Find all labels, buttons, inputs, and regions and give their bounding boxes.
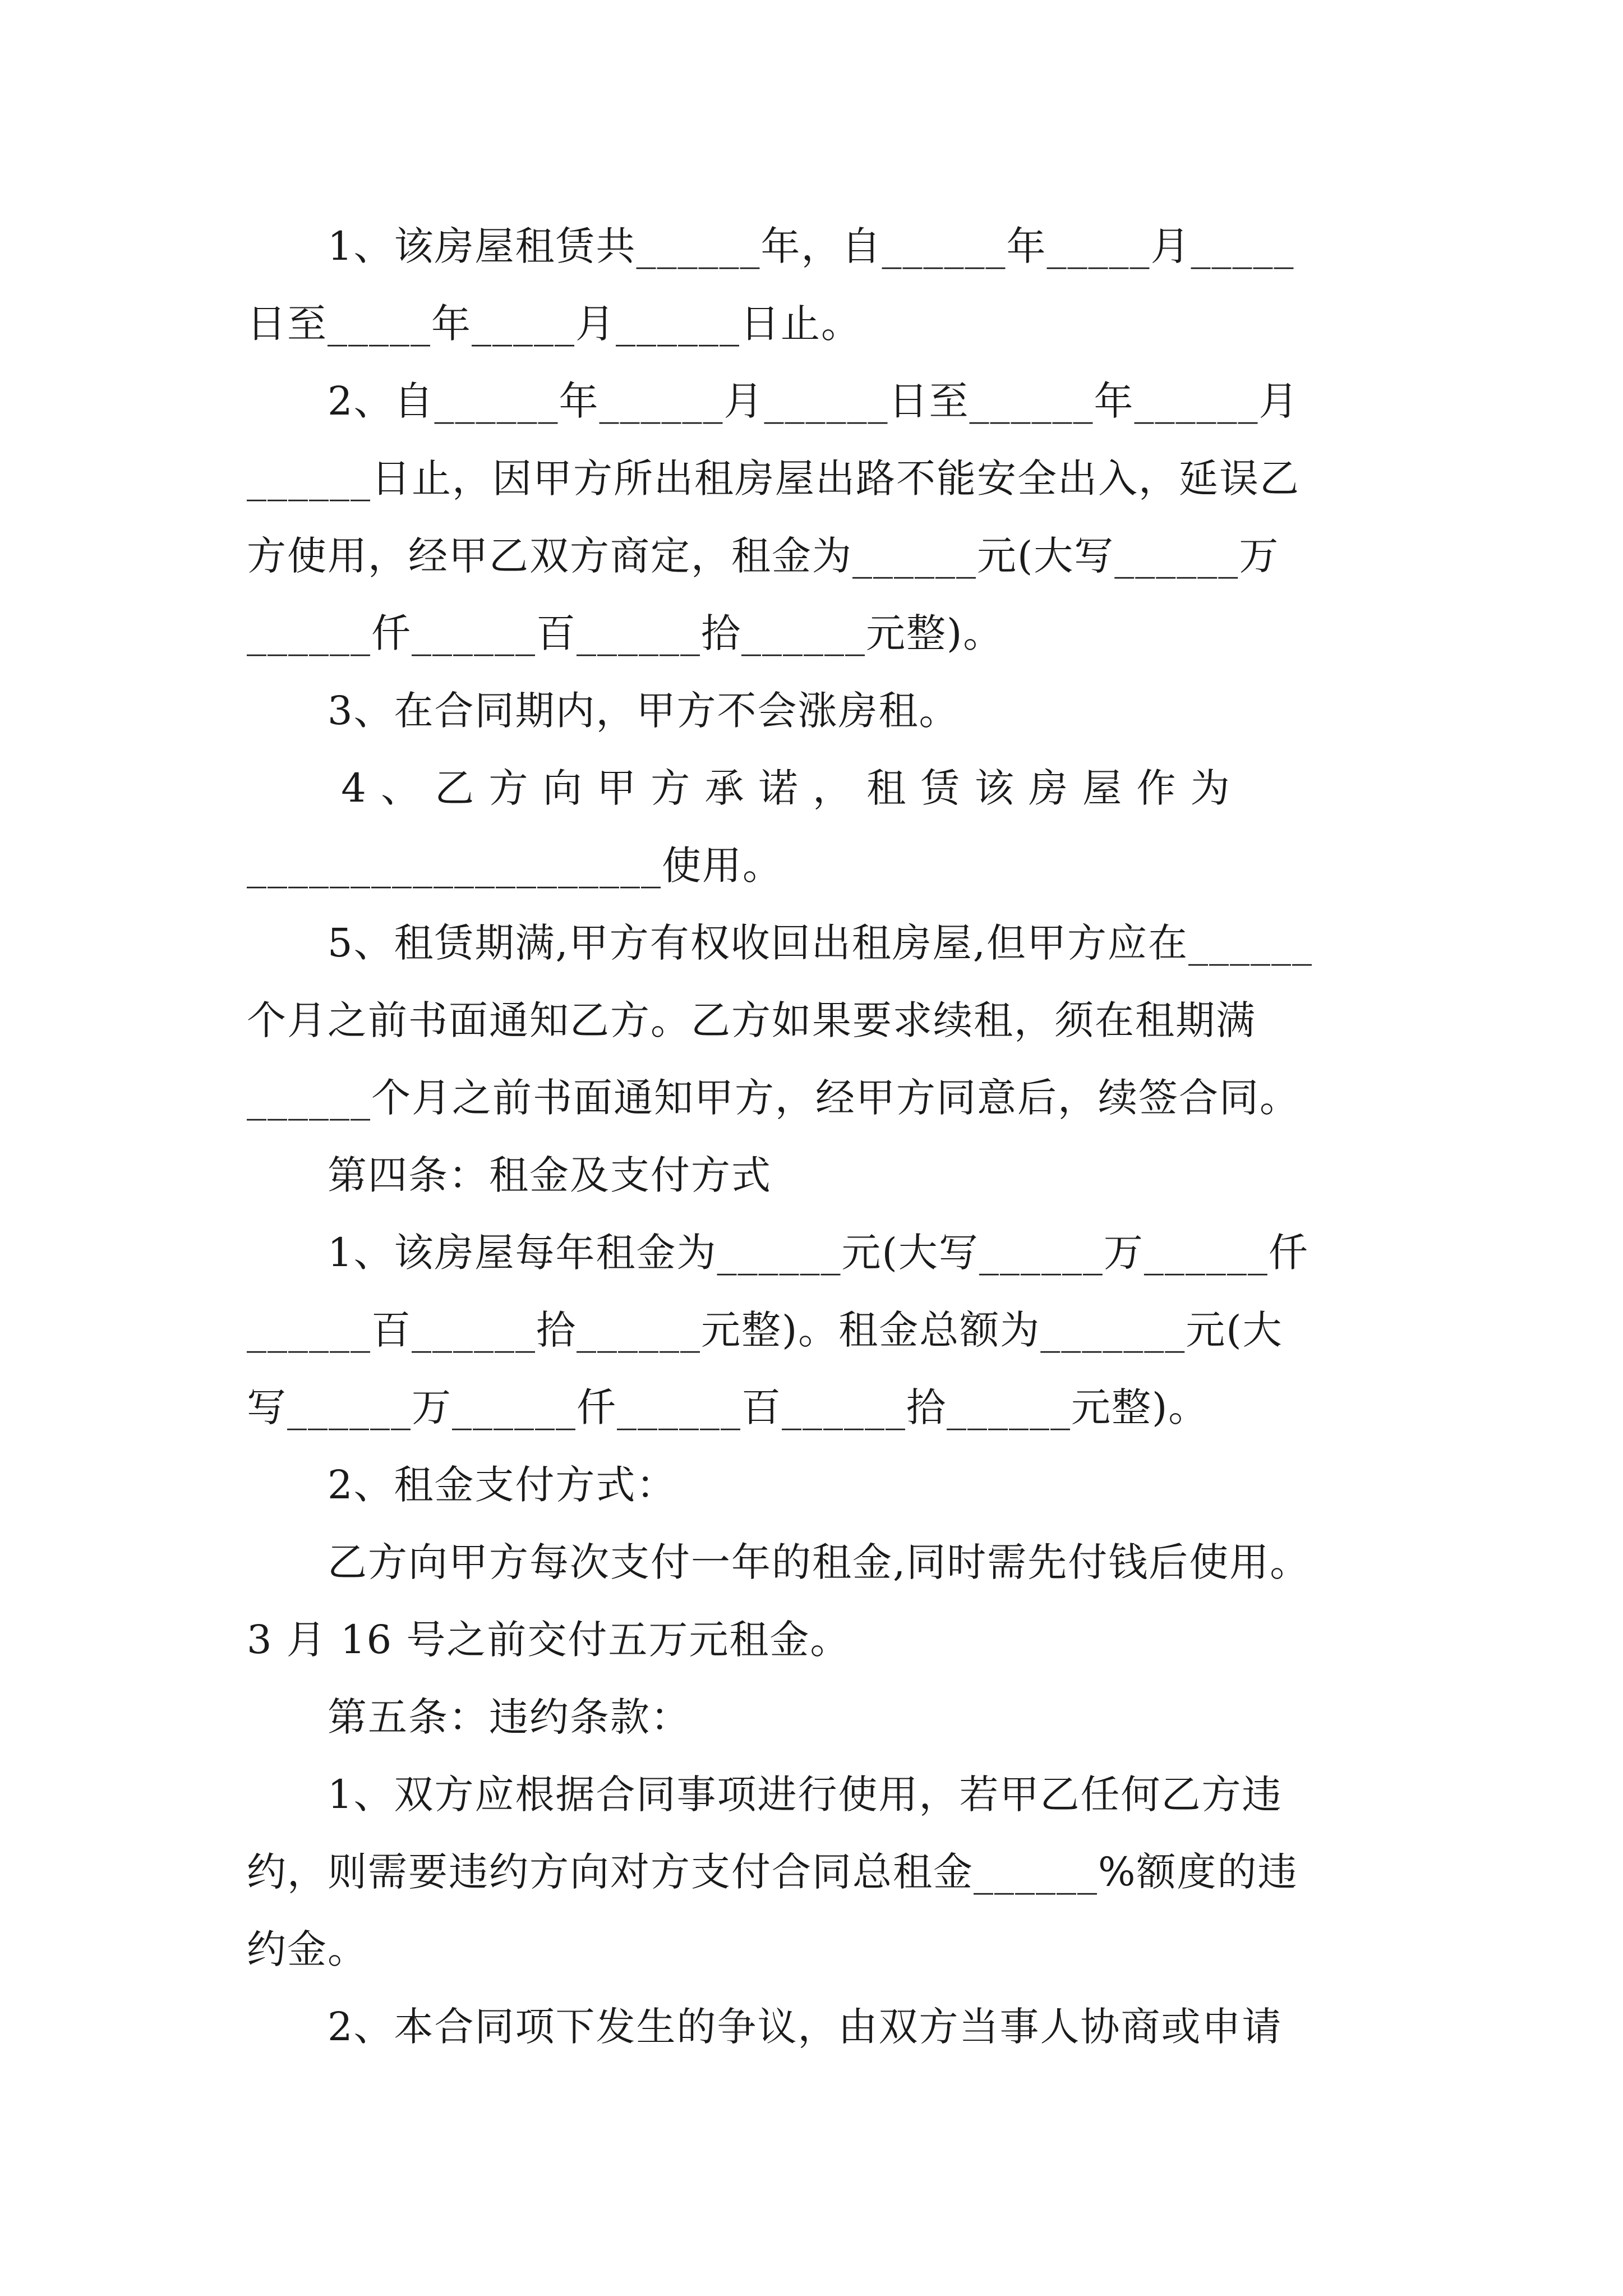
- text-line: 1、该房屋租赁共______年，自______年_____月_____: [247, 223, 1295, 269]
- text-line: 2、自______年______月______日至______年______月: [247, 378, 1299, 424]
- text-line: 约，则需要违约方向对方支付合同总租金______%额度的违: [247, 1849, 1298, 1895]
- text-line: 4 、 乙 方 向 甲 方 承 诺 ， 租 赁 该 房 屋 作 为: [247, 765, 1231, 811]
- text-line: 5、租赁期满,甲方有权收回出租房屋,但甲方应在______: [247, 920, 1313, 966]
- text-line: ______个月之前书面通知甲方，经甲方同意后，续签合同。: [247, 1075, 1300, 1121]
- text-line: ______日止，因甲方所出租房屋出路不能安全出入，延误乙: [247, 455, 1300, 501]
- text-line: 日至_____年_____月______日止。: [247, 301, 861, 347]
- text-line: 1、该房屋每年租金为______元(大写______万______仟: [247, 1230, 1309, 1276]
- text-line: 3、在合同期内，甲方不会涨房租。: [247, 688, 960, 734]
- text-line: 3 月 16 号之前交付五万元租金。: [247, 1617, 851, 1663]
- section-heading: 第四条：租金及支付方式: [247, 1152, 772, 1198]
- text-line: 写______万______仟______百______拾______元整)。: [247, 1384, 1209, 1430]
- text-line: 2、租金支付方式：: [247, 1462, 677, 1508]
- text-line: 2、本合同项下发生的争议，由双方当事人协商或申请: [247, 2004, 1283, 2050]
- text-line: 个月之前书面通知乙方。乙方如果要求续租，须在租期满: [247, 997, 1256, 1043]
- text-line: ____________________使用。: [247, 843, 783, 889]
- contract-text: [247, 208, 1391, 2065]
- text-line: 乙方向甲方每次支付一年的租金,同时需先付钱后使用。: [247, 1539, 1311, 1585]
- text-line: 约金。: [247, 1926, 368, 1972]
- text-line: ______仟______百______拾______元整)。: [247, 610, 1004, 656]
- section-heading: 第五条：违约条款：: [247, 1694, 691, 1740]
- text-line: ______百______拾______元整)。租金总额为_______元(大: [247, 1307, 1283, 1353]
- text-line: 1、双方应根据合同事项进行使用，若甲乙任何乙方违: [247, 1772, 1283, 1818]
- text-line: 方使用，经甲乙双方商定，租金为______元(大写______万: [247, 533, 1280, 579]
